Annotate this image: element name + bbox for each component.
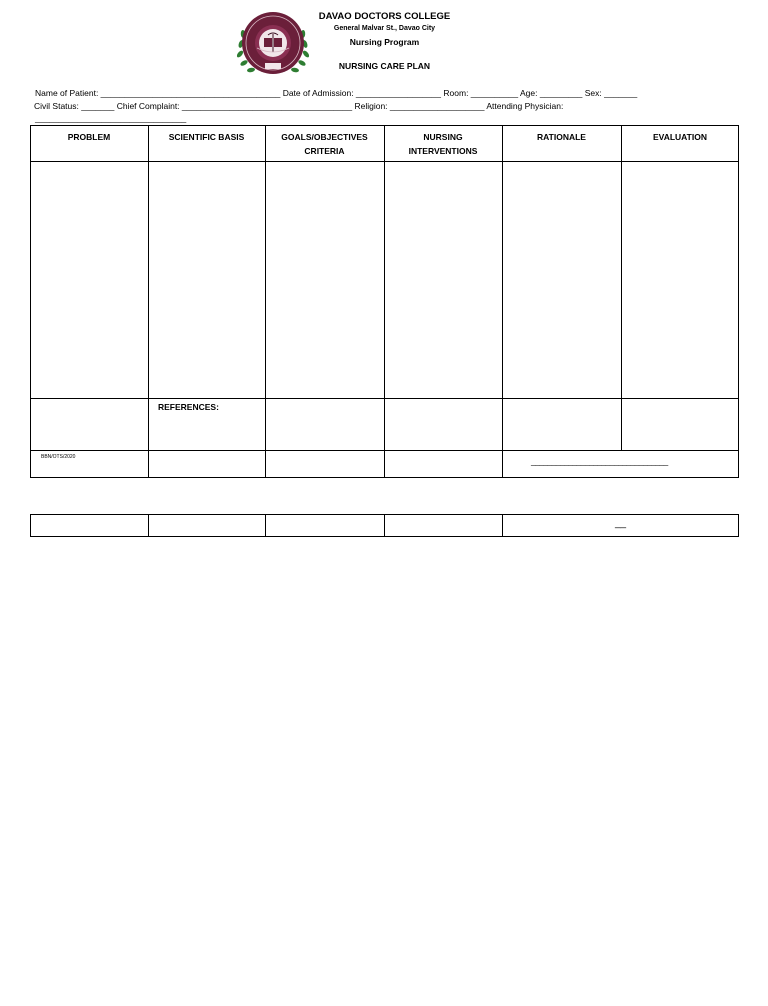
header-rationale: RATIONALE	[537, 132, 586, 142]
col-divider	[621, 125, 622, 450]
bottom-col-divider	[148, 514, 149, 537]
bottom-col-divider	[502, 514, 503, 537]
age-field[interactable]: Age: _________	[519, 88, 583, 98]
header-goals-objectives: GOALS/OBJECTIVES CRITERIA	[281, 132, 368, 156]
college-seal-logo	[233, 8, 313, 80]
attending-physician-line[interactable]: ________________________________	[35, 113, 187, 123]
patient-info-row-1	[35, 88, 637, 98]
col-divider	[502, 125, 503, 478]
date-of-admission-field[interactable]: Date of Admission: __________________	[282, 88, 442, 98]
patient-info-row-2	[34, 101, 563, 111]
col-divider	[384, 125, 385, 478]
header-scientific-basis: SCIENTIFIC BASIS	[168, 132, 245, 142]
chief-complaint-field[interactable]: Chief Complaint: ____________________________________	[116, 101, 353, 111]
header-evaluation: EVALUATION	[653, 132, 707, 142]
col-divider	[265, 125, 266, 478]
bottom-col-divider	[384, 514, 385, 537]
name-of-patient-field[interactable]: Name of Patient: ______________________________________	[35, 88, 281, 98]
sex-field[interactable]: Sex: _______	[584, 88, 638, 98]
program-name: Nursing Program	[349, 37, 420, 47]
religion-field[interactable]: Religion: ____________________	[354, 101, 485, 111]
col-divider	[148, 125, 149, 478]
signature-line[interactable]: _________________________________	[531, 457, 668, 466]
bottom-col-divider	[265, 514, 266, 537]
college-name: DAVAO DOCTORS COLLEGE	[318, 11, 451, 22]
bottom-dash: __	[615, 518, 627, 529]
college-address: General Malvar St., Davao City	[333, 25, 436, 32]
header-problem: PROBLEM	[67, 132, 111, 142]
references-label: REFERENCES:	[158, 402, 219, 412]
form-title: NURSING CARE PLAN	[338, 61, 431, 71]
header-nursing-interventions: NURSING INTERVENTIONS	[408, 132, 478, 156]
form-code: BBN/OTS/2020	[41, 454, 76, 460]
civil-status-field[interactable]: Civil Status: _______	[34, 101, 115, 111]
room-field[interactable]: Room: __________	[443, 88, 519, 98]
attending-physician-field[interactable]: Attending Physician:	[486, 101, 564, 111]
